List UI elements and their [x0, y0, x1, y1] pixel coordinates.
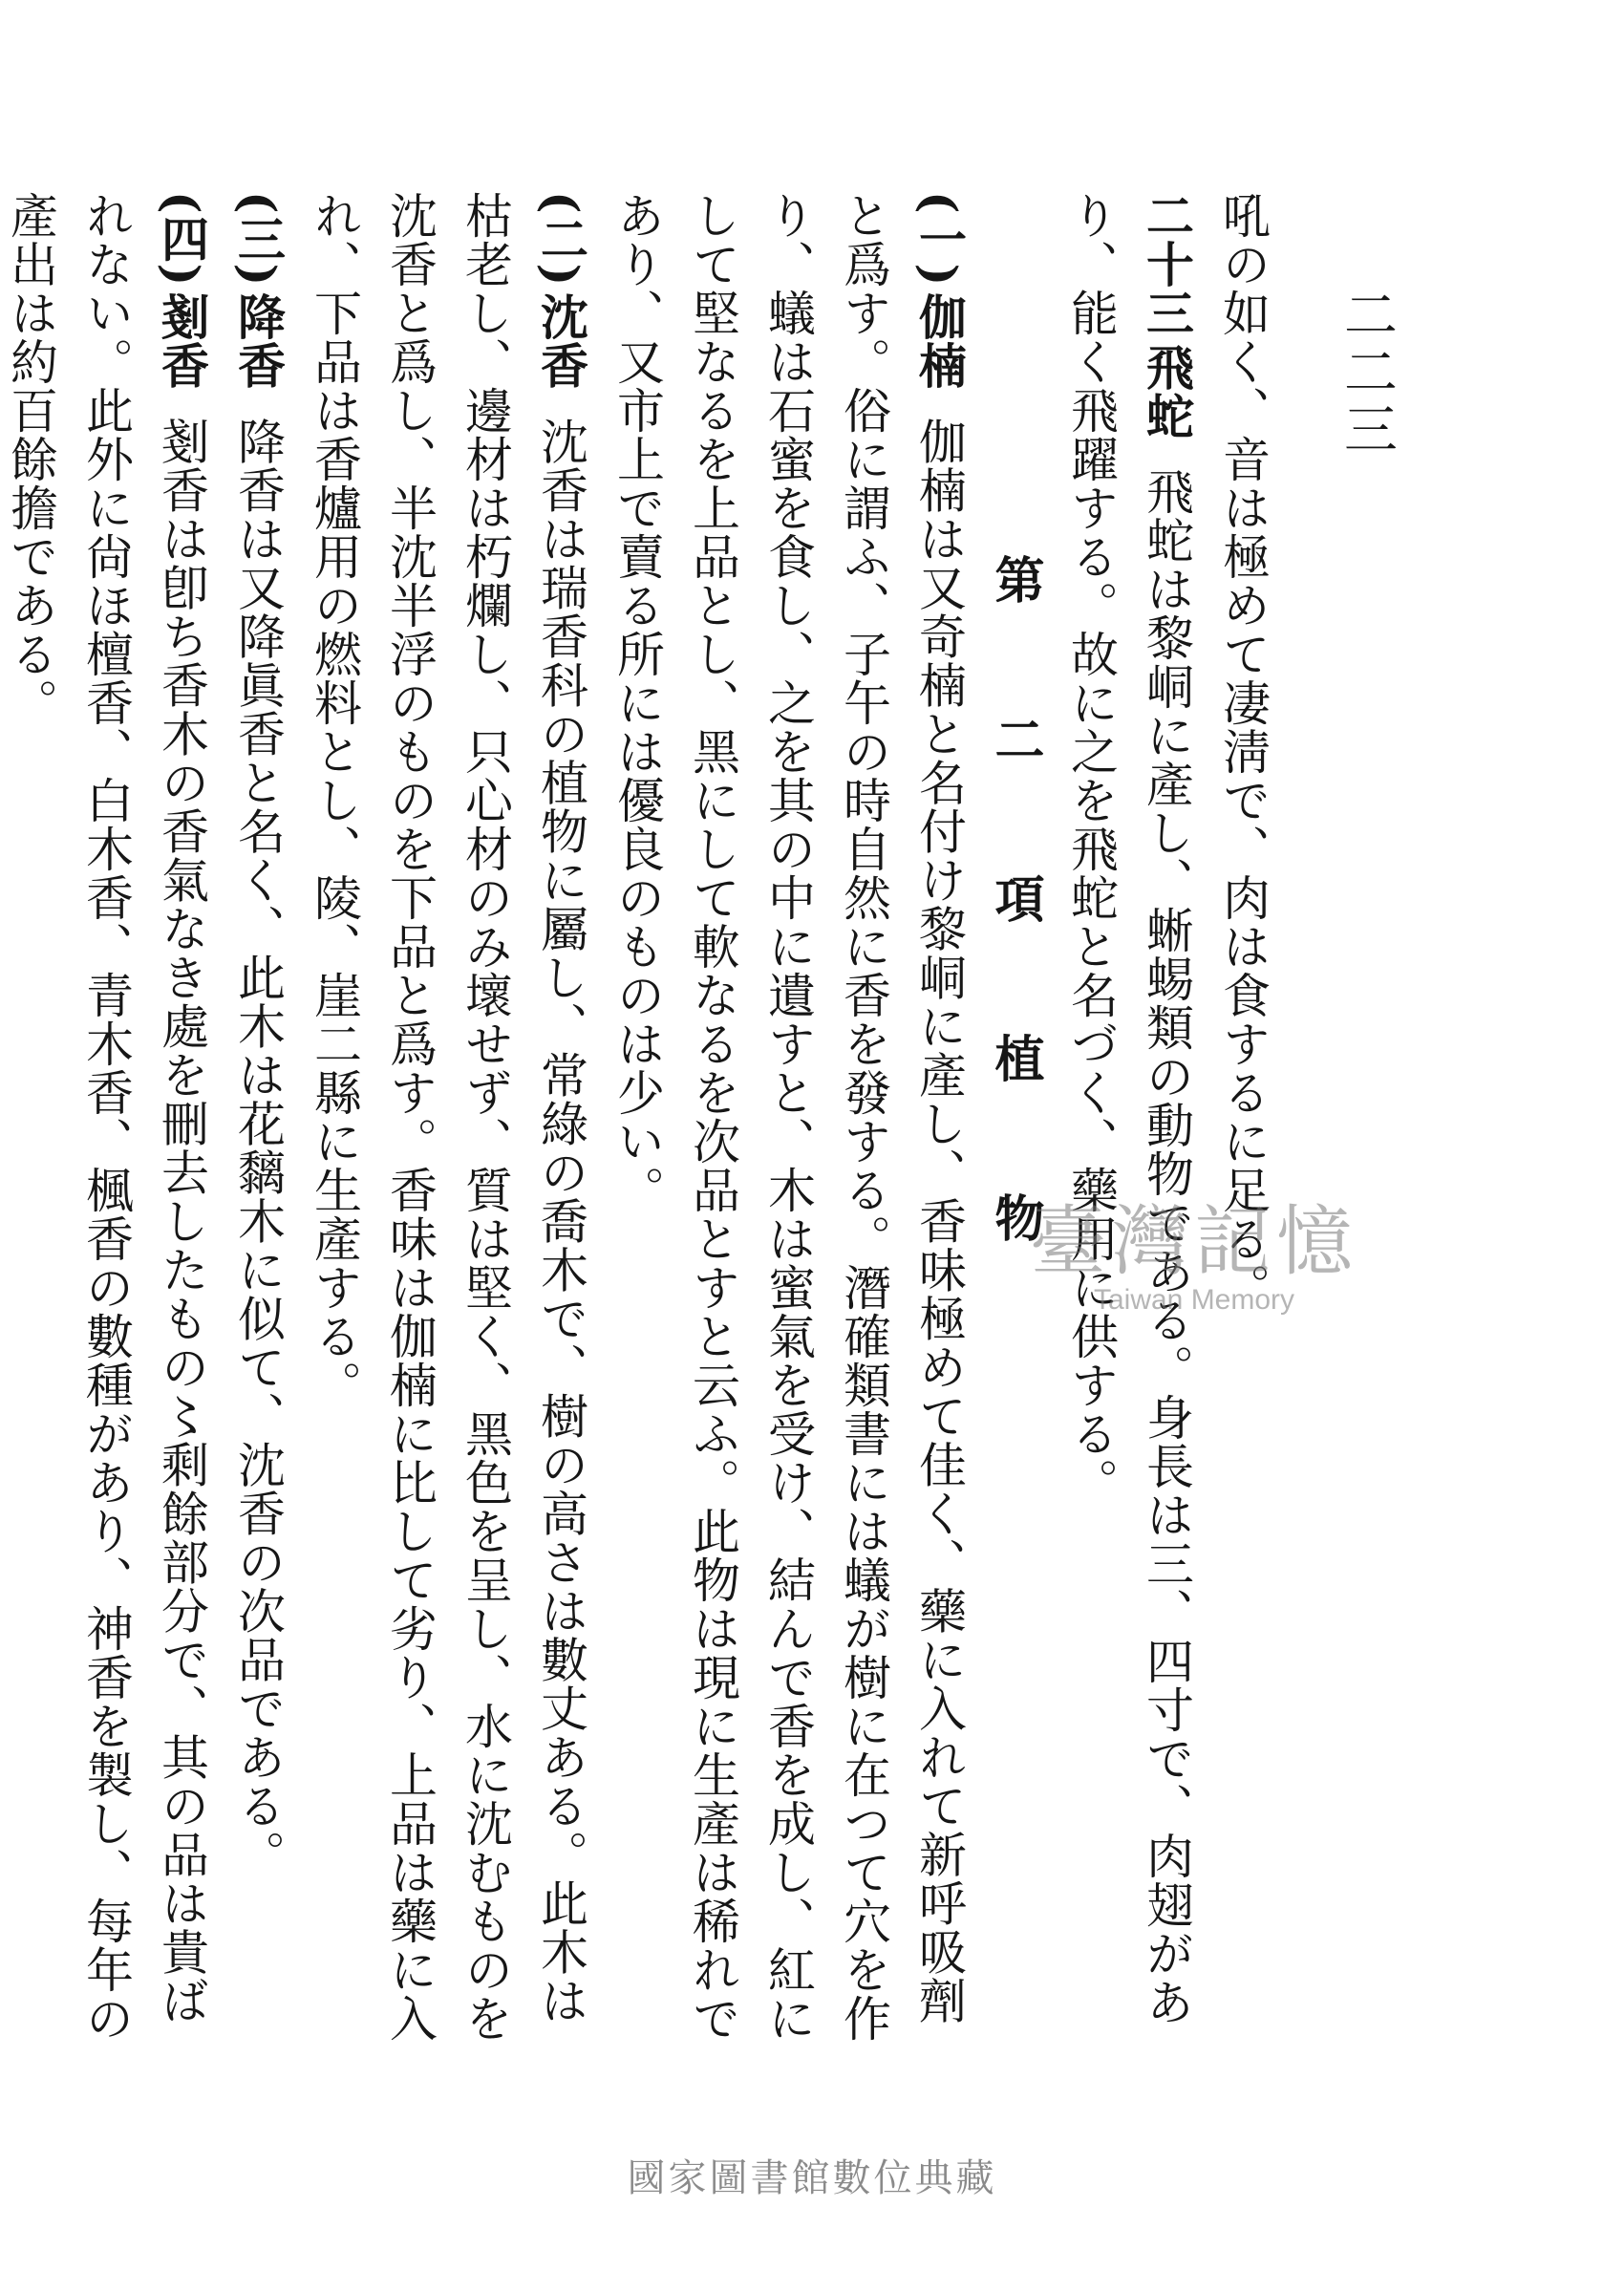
plant-entry-2 [296, 191, 599, 2064]
plant-entry-4 [0, 191, 220, 2064]
entry-number: 二十三 [1139, 191, 1195, 337]
animal-entry-flying-snake [1053, 191, 1205, 2064]
entry-title: 剗香 [154, 292, 209, 391]
entry-title: 伽楠 [911, 292, 967, 391]
entry-title: 降香 [230, 292, 286, 391]
entry-text: 剗香は卽ち香木の香氣なき處を刪去したもの〻剩餘部分で、其の品は貴ばれない。此外に尙ほ檀香、白木香、青木香、楓香の數種があり、神香を製し、每年の產出は約百餘擔である。 [3, 191, 209, 2043]
watermark-logo-text: 臺灣記憶 [1030, 1197, 1358, 1286]
entry-text: 降香は又降眞香と名く、此木は花黐木に似て、沈香の次品である。 [230, 417, 286, 1879]
entry-number: (二) [533, 191, 589, 288]
plant-entry-1 [599, 191, 977, 2064]
watermark-latin-text: Taiwan Memory [1093, 1284, 1295, 1316]
entry-title: 沈香 [533, 292, 588, 391]
main-text [0, 191, 1280, 2064]
opening-paragraph: 吼の如く、音は極めて凄淸で、肉は食するに足る。 [1215, 191, 1271, 1312]
footer-archive-label: 國家圖書館數位典藏 [627, 2156, 997, 2200]
entry-text: 飛蛇は黎峒に產し、蜥蜴類の動物である。身長は三、四寸で、肉翅があり、能く飛躍する。故に之を飛蛇と名づく、藥用に供する。 [1063, 191, 1194, 2026]
entry-number: (四) [154, 191, 210, 288]
entry-text: 沈香は瑞香科の植物に屬し、常綠の喬木で、樹の高さは數丈ある。此木は枯老し、邊材は朽爛し、只心材のみ壞せず、質は堅く、黑色を呈し、水に沈むものを沈香と爲し、半沈半浮のものを下品と爲す。香味は伽楠に比して劣り、上品は藥に入れ、下品は香爐用の燃料とし、陵、崖二縣に生產する。 [307, 191, 588, 2043]
section-heading: 第二項植物 [986, 554, 1044, 1352]
page-number: 二二三 [1336, 287, 1398, 459]
entry-number: (一) [911, 191, 968, 288]
plant-entry-3 [220, 191, 296, 2064]
entry-title: 飛蛇 [1139, 343, 1194, 440]
entry-text: 伽楠は又奇楠と名付け黎峒に產し、香味極めて佳く、藥に入れて新呼吸劑と爲す。俗に謂ふ、子午の時自然に香を發する。潛確類書には蟻が樹に在つて穴を作り、蟻は石蜜を食し、之を其の中に遺すと、木は蜜氣を受け、結んで香を成し、紅にして堅なるを上品とし、黑にして軟なるを次品とすと云ふ。此物は現に生產は稀れであり、又市上で賣る所には優良のものは少い。 [609, 191, 967, 2043]
entry-number: (三) [230, 191, 287, 288]
